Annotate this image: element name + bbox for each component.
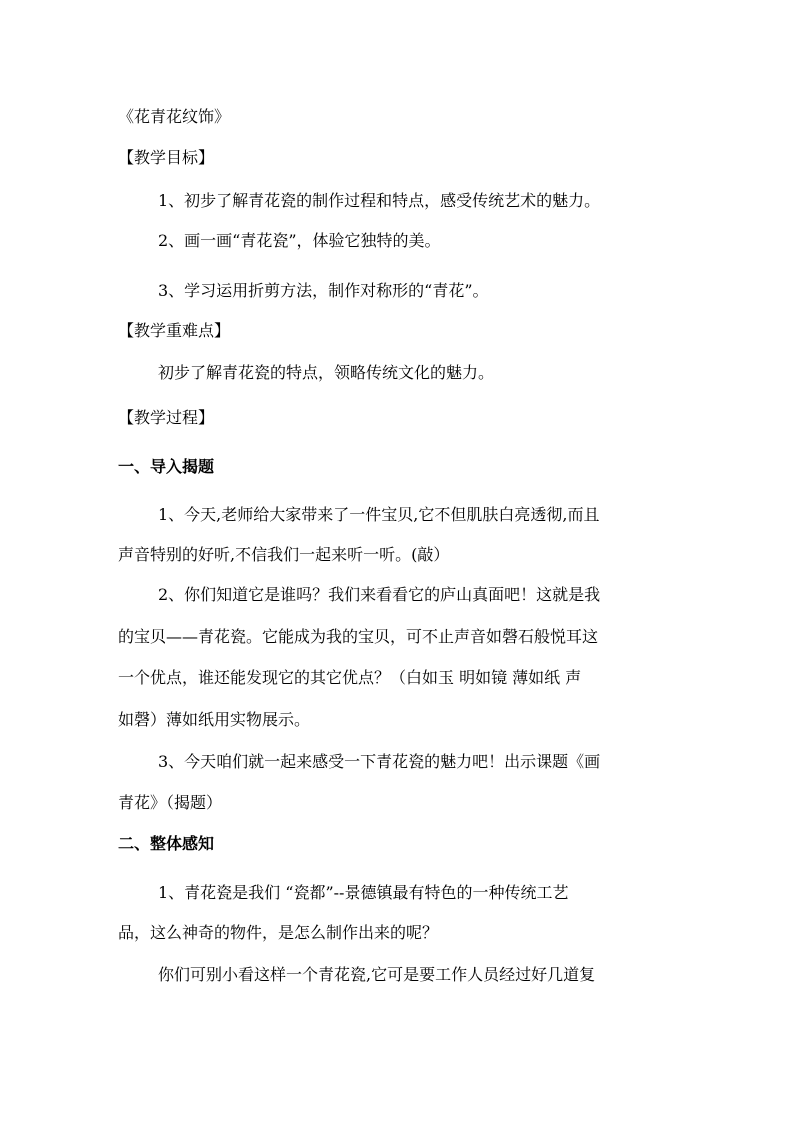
key-points-text: 初步了解青花瓷的特点，领略传统文化的魅力。 — [158, 363, 495, 382]
paragraph-line: 2、你们知道它是谁吗？我们来看看它的庐山真面吧！这就是我 — [158, 585, 601, 604]
document-title: 《花青花纹饰》 — [118, 107, 231, 126]
section-heading: 二、整体感知 — [118, 834, 215, 853]
paragraph-line: 1、青花瓷是我们 “瓷都”--景德镇最有特色的一种传统工艺 — [158, 883, 569, 902]
paragraph-line: 如磬）薄如纸用实物展示。 — [118, 710, 311, 729]
goal-item: 2、画一画“青花瓷”，体验它独特的美。 — [158, 231, 441, 250]
paragraph-line: 声音特别的好听,不信我们一起来听一听。(敲） — [118, 545, 450, 564]
paragraph-line: 青花》（揭题） — [118, 793, 223, 812]
paragraph-line: 品，这么神奇的物件，是怎么制作出来的呢？ — [118, 923, 439, 942]
key-points-heading: 【教学重难点】 — [118, 321, 231, 340]
paragraph-line: 3、今天咱们就一起来感受一下青花瓷的魅力吧！出示课题《画 — [158, 752, 601, 771]
goals-heading: 【教学目标】 — [118, 148, 215, 167]
paragraph-line: 一个优点，谁还能发现它的其它优点？（白如玉 明如镜 薄如纸 声 — [118, 668, 582, 687]
paragraph-line: 你们可别小看这样一个青花瓷,它可是要工作人员经过好几道复 — [158, 965, 596, 984]
paragraph-line: 1、今天,老师给大家带来了一件宝贝,它不但肌肤白亮透彻,而且 — [158, 505, 600, 524]
section-heading: 一、导入揭题 — [118, 457, 215, 476]
paragraph-line: 的宝贝——青花瓷。它能成为我的宝贝，可不止声音如磬石般悦耳这 — [118, 627, 599, 646]
goal-item: 3、学习运用折剪方法，制作对称形的“青花”。 — [158, 281, 489, 300]
goal-item: 1、初步了解青花瓷的制作过程和特点，感受传统艺术的魅力。 — [158, 191, 601, 210]
process-heading: 【教学过程】 — [118, 408, 215, 427]
